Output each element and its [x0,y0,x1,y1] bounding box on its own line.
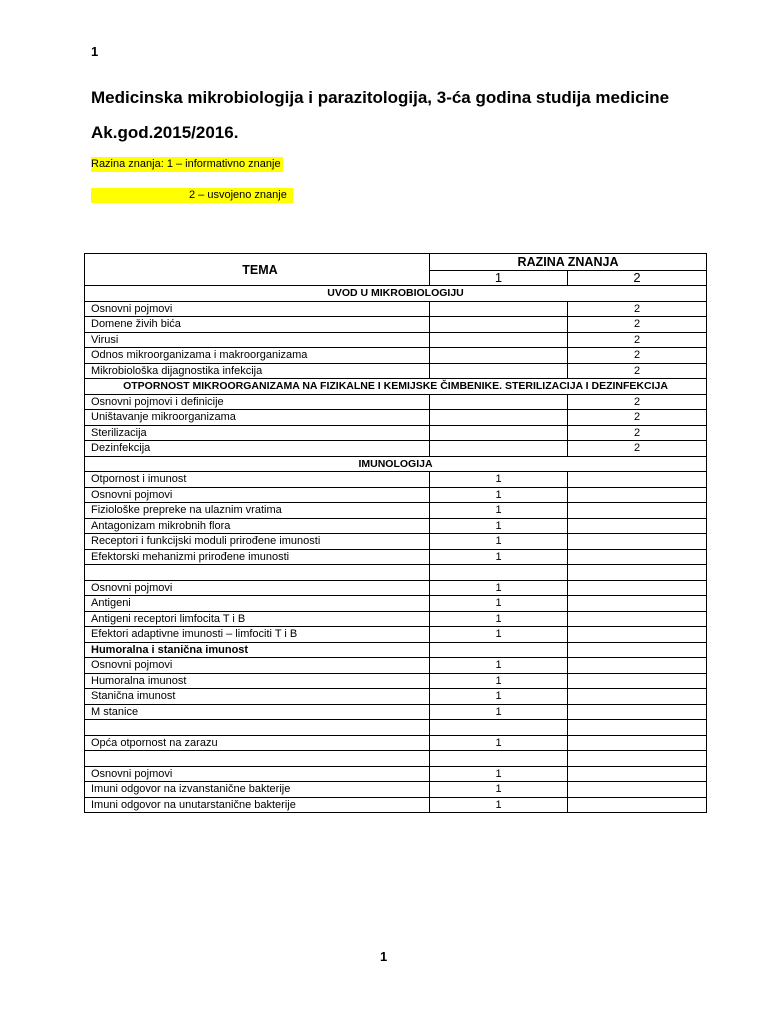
level-1-cell [430,348,568,364]
table-row [85,766,707,782]
level-2-cell: 2 [568,317,707,333]
level-1-cell: 1 [430,534,568,550]
table-row [85,410,707,426]
level-1-cell [430,751,568,767]
level-1-cell: 1 [430,766,568,782]
table-row [85,627,707,643]
table-row [85,611,707,627]
topic-cell: Uništavanje mikroorganizama [85,410,430,426]
level-2-cell [568,503,707,519]
level-1-cell [430,720,568,736]
legend-level-2-highlight [91,188,293,203]
level-1-cell: 1 [430,689,568,705]
level-1-cell: 1 [430,472,568,488]
level-2-cell [568,704,707,720]
table-row [85,487,707,503]
table-row [85,658,707,674]
level-1-cell: 1 [430,549,568,565]
level-2-cell: 2 [568,348,707,364]
table-row [85,301,707,317]
level-2-cell [568,673,707,689]
topic-cell: Sterilizacija [85,425,430,441]
table-row [85,534,707,550]
topic-cell: Efektorski mehanizmi prirođene imunosti [85,549,430,565]
topic-cell: Osnovni pojmovi [85,487,430,503]
level-1-cell [430,394,568,410]
level-2-cell [568,549,707,565]
header-level-1: 1 [430,270,568,286]
page-number-bottom: 1 [380,949,388,964]
topic-cell: Otpornost i imunost [85,472,430,488]
topic-cell: Antigeni receptori limfocita T i B [85,611,430,627]
level-2-cell [568,565,707,581]
topic-cell: Imuni odgovor na unutarstanične bakterije [85,797,430,813]
level-2-cell [568,627,707,643]
header-level-2: 2 [568,270,707,286]
topic-cell: M stanice [85,704,430,720]
level-1-cell [430,642,568,658]
table-row [85,317,707,333]
topic-cell: Osnovni pojmovi [85,301,430,317]
topic-cell: Humoralna imunost [85,673,430,689]
table-row [85,348,707,364]
table-row [85,782,707,798]
topic-cell: Osnovni pojmovi i definicije [85,394,430,410]
header-tema: TEMA [85,254,430,286]
topic-cell: Humoralna i stanična imunost [85,642,430,658]
section-row [85,286,707,302]
level-2-cell [568,658,707,674]
section-title: IMUNOLOGIJA [85,456,707,472]
level-2-cell [568,518,707,534]
table-row [85,394,707,410]
table-row [85,549,707,565]
topic-cell: Virusi [85,332,430,348]
topic-cell [85,720,430,736]
level-2-cell [568,766,707,782]
level-1-cell [430,410,568,426]
topic-cell: Osnovni pojmovi [85,766,430,782]
level-1-cell [430,332,568,348]
topic-cell: Dezinfekcija [85,441,430,457]
table-row [85,673,707,689]
level-1-cell: 1 [430,658,568,674]
level-1-cell [430,363,568,379]
table-row [85,363,707,379]
level-2-cell: 2 [568,363,707,379]
table-row [85,704,707,720]
level-2-cell [568,580,707,596]
subheader-row [85,642,707,658]
legend-level-2: 2 – usvojeno znanje [189,189,287,201]
empty-row [85,720,707,736]
empty-row [85,751,707,767]
level-2-cell: 2 [568,332,707,348]
document-title: Medicinska mikrobiologija i parazitologija, 3-ća godina studija medicine [91,88,670,107]
table-row [85,503,707,519]
academic-year: Ak.god.2015/2016. [91,123,239,142]
topic-cell: Receptori i funkcijski moduli prirođene imunosti [85,534,430,550]
table-row [85,596,707,612]
level-1-cell [430,441,568,457]
level-1-cell: 1 [430,627,568,643]
level-2-cell [568,611,707,627]
level-2-cell [568,782,707,798]
level-1-cell: 1 [430,735,568,751]
topic-cell: Stanična imunost [85,689,430,705]
topic-cell [85,565,430,581]
legend-level-1: Razina znanja: 1 – informativno znanje [91,158,281,170]
empty-row [85,565,707,581]
table-row [85,689,707,705]
topic-cell: Fiziološke prepreke na ulaznim vratima [85,503,430,519]
topic-cell: Odnos mikroorganizama i makroorganizama [85,348,430,364]
level-1-cell: 1 [430,487,568,503]
level-2-cell [568,534,707,550]
table-row [85,472,707,488]
level-2-cell: 2 [568,441,707,457]
level-2-cell [568,720,707,736]
table-row [85,580,707,596]
level-1-cell [430,301,568,317]
section-title: OTPORNOST MIKROORGANIZAMA NA FIZIKALNE I KEMIJSKE ČIMBENIKE. STERILIZACIJA I DEZINFEKCIJA [85,379,707,395]
level-1-cell: 1 [430,797,568,813]
level-2-cell: 2 [568,425,707,441]
header-razina-znanja: RAZINA ZNANJA [430,254,707,271]
level-1-cell: 1 [430,518,568,534]
topic-cell: Antagonizam mikrobnih flora [85,518,430,534]
level-2-cell [568,642,707,658]
level-2-cell [568,751,707,767]
page-number-top: 1 [91,44,99,59]
topic-cell: Imuni odgovor na izvanstanične bakterije [85,782,430,798]
topic-cell: Osnovni pojmovi [85,658,430,674]
level-1-cell: 1 [430,782,568,798]
table-row [85,425,707,441]
level-1-cell [430,425,568,441]
section-row [85,456,707,472]
table-row [85,441,707,457]
level-2-cell [568,596,707,612]
level-1-cell: 1 [430,596,568,612]
section-title: UVOD U MIKROBIOLOGIJU [85,286,707,302]
level-1-cell [430,317,568,333]
level-2-cell [568,472,707,488]
table-row [85,332,707,348]
level-2-cell [568,487,707,503]
section-row [85,379,707,395]
topic-cell [85,751,430,767]
topic-cell: Efektori adaptivne imunosti – limfociti T i B [85,627,430,643]
topic-cell: Mikrobiološka dijagnostika infekcija [85,363,430,379]
knowledge-level-table [84,253,707,813]
level-2-cell: 2 [568,301,707,317]
level-2-cell [568,797,707,813]
level-1-cell: 1 [430,580,568,596]
level-2-cell [568,735,707,751]
level-2-cell: 2 [568,394,707,410]
level-2-cell: 2 [568,410,707,426]
level-1-cell: 1 [430,673,568,689]
topic-cell: Domene živih bića [85,317,430,333]
topic-cell: Osnovni pojmovi [85,580,430,596]
level-2-cell [568,689,707,705]
level-1-cell: 1 [430,704,568,720]
topic-cell: Opća otpornost na zarazu [85,735,430,751]
table-row [85,797,707,813]
level-1-cell: 1 [430,503,568,519]
table-row [85,518,707,534]
table-row [85,735,707,751]
level-1-cell: 1 [430,611,568,627]
topic-cell: Antigeni [85,596,430,612]
level-1-cell [430,565,568,581]
table-header-row [85,254,707,271]
